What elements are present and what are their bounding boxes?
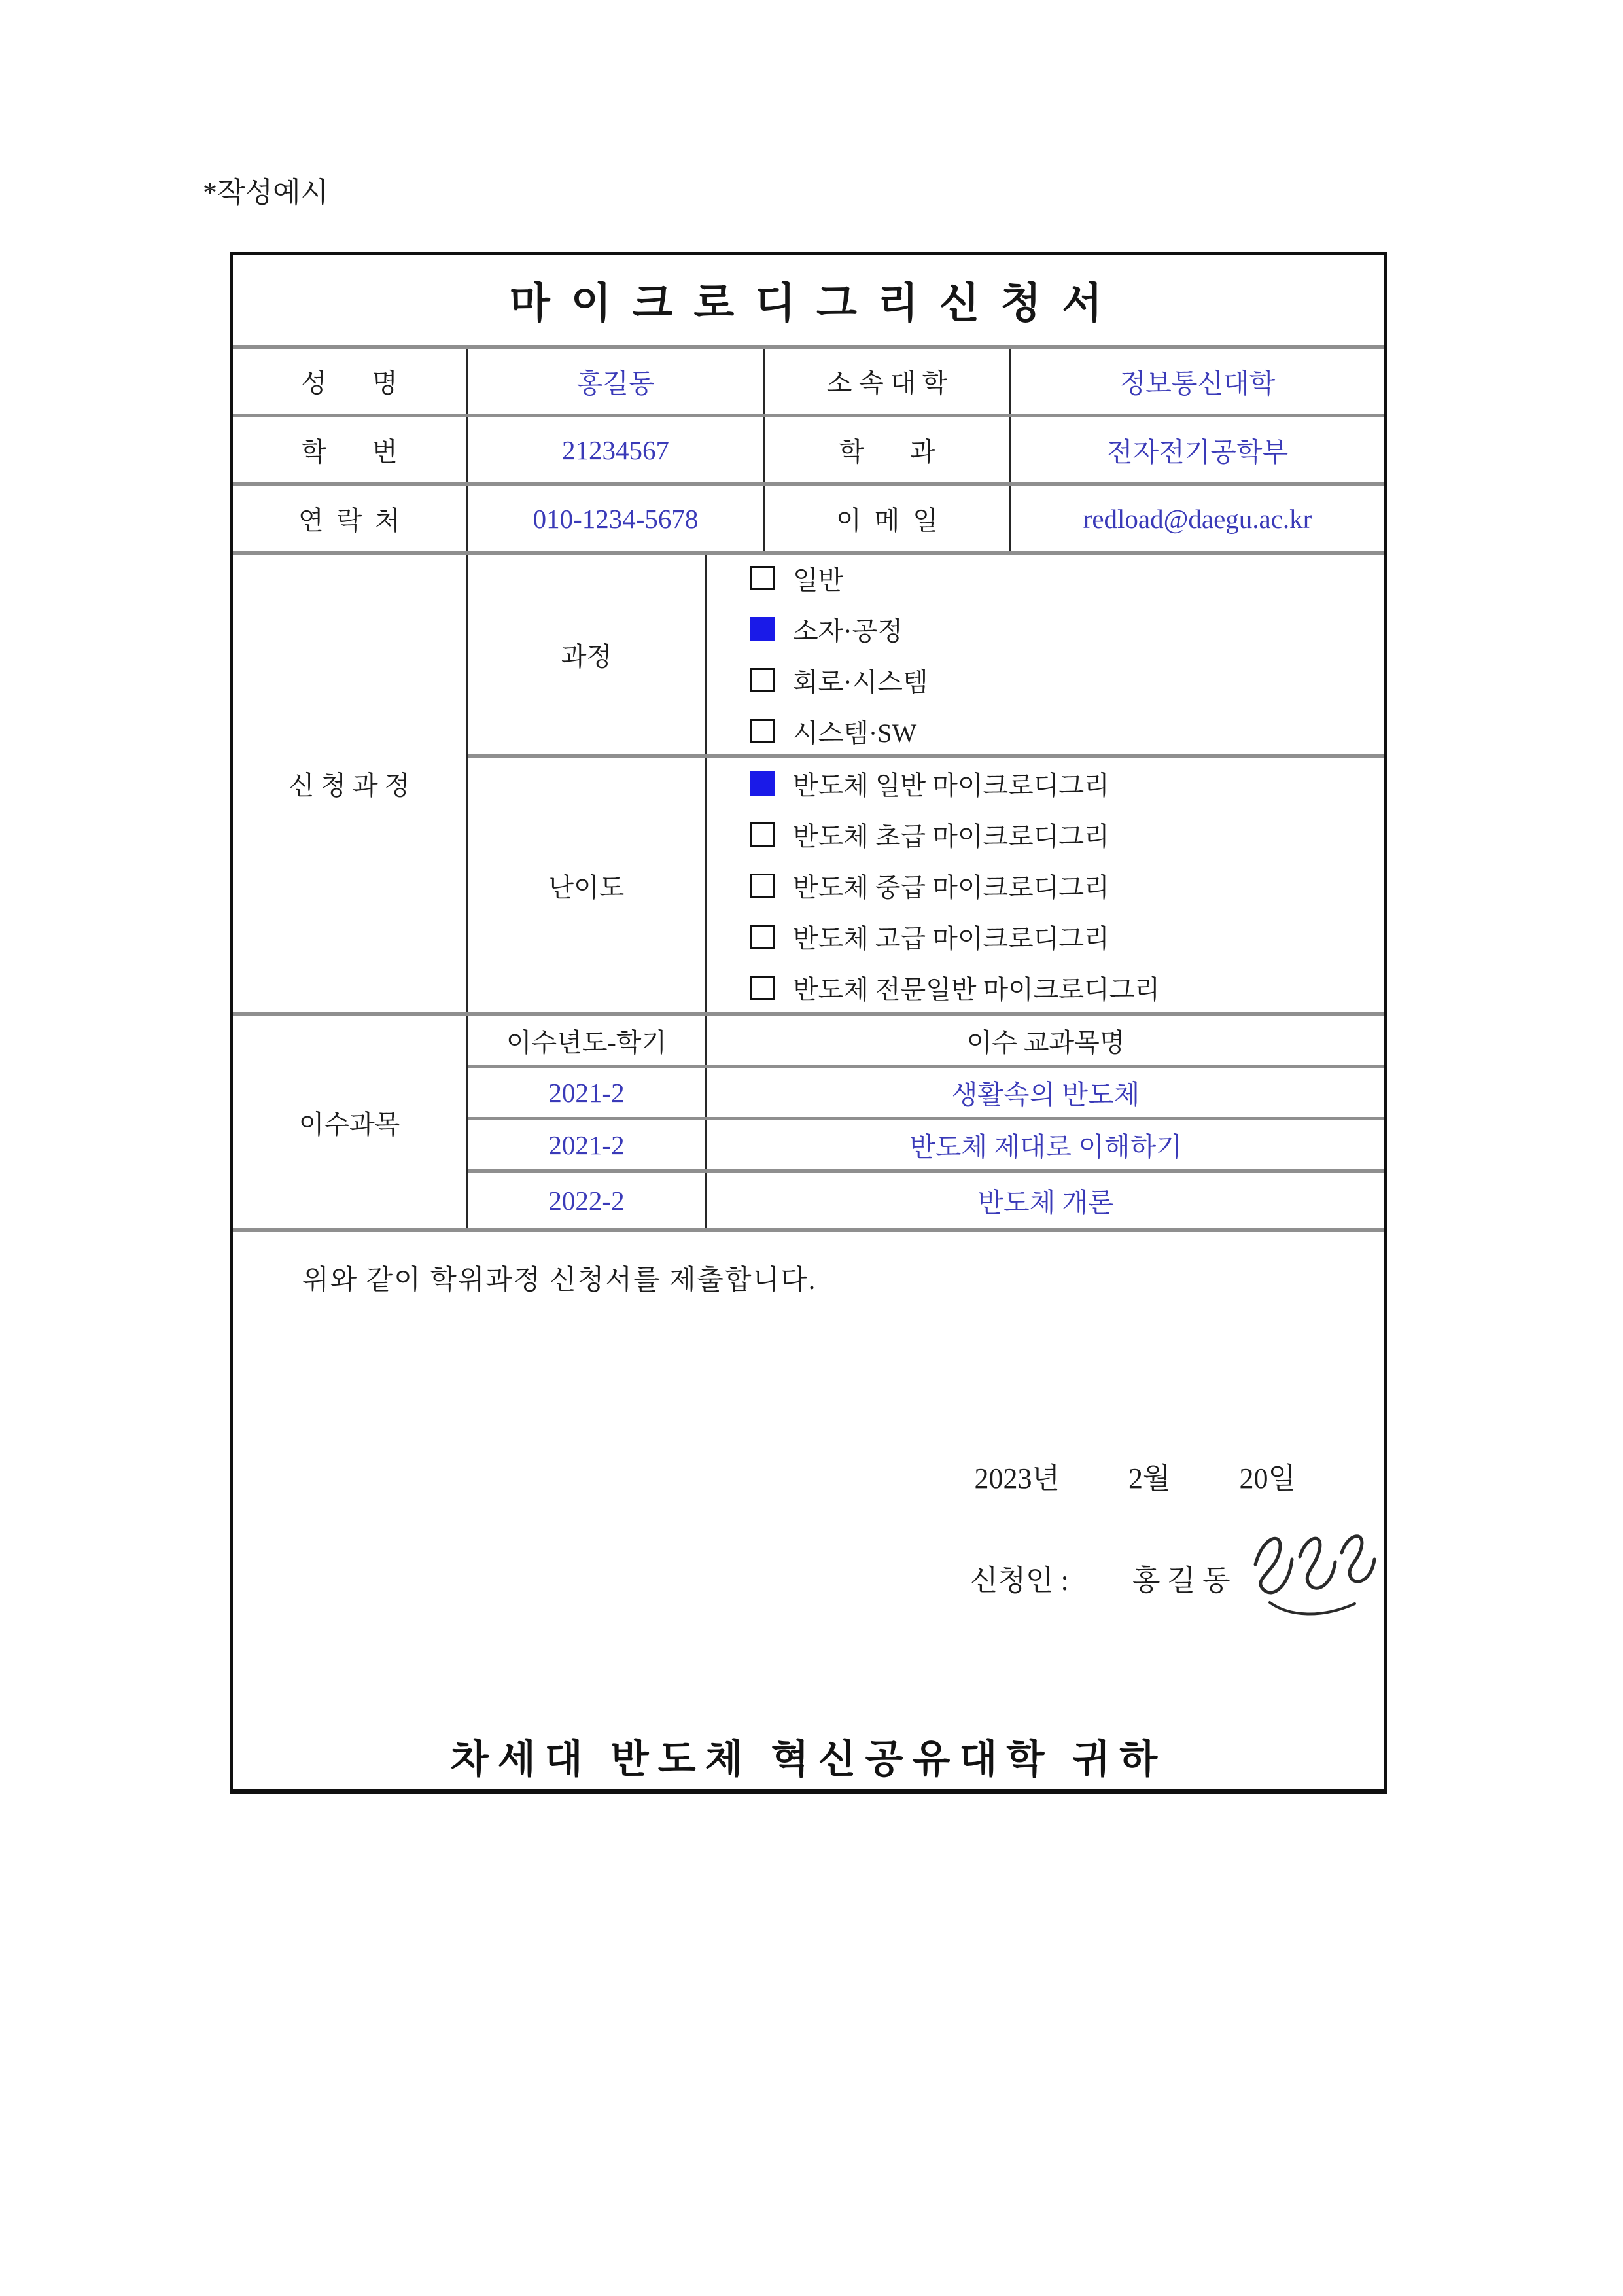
course-row-2 [468, 1117, 1384, 1169]
course-term-cell [468, 1120, 707, 1169]
course-term: 2022-2 [548, 1185, 625, 1216]
applicant-label: 신청인 : [970, 1564, 1069, 1597]
applicant-signature [1244, 1519, 1381, 1636]
checkbox-label: 반도체 일반 마이크로디그리 [793, 770, 1109, 800]
date-month: 2월 [1128, 1462, 1171, 1494]
course-name: 반도체 제대로 이해하기 [909, 1132, 1182, 1162]
studentid-value: 21234567 [562, 434, 669, 465]
course-row-3 [468, 1169, 1384, 1228]
checkbox-label: 소자·공정 [793, 616, 903, 646]
level-label: 난이도 [548, 872, 625, 902]
college-value-cell [1011, 349, 1384, 414]
checkbox-icon[interactable] [750, 668, 775, 692]
contact-label: 연 락 처 [298, 506, 400, 535]
course-option-general[interactable] [750, 559, 1384, 597]
checkbox-label: 회로·시스템 [793, 667, 928, 697]
course-row-1 [468, 1065, 1384, 1117]
college-label: 소 속 대 학 [826, 368, 948, 398]
course-option-device-process[interactable] [750, 610, 1384, 648]
checkbox-icon[interactable] [750, 771, 775, 796]
course-term: 2021-2 [548, 1129, 625, 1160]
courses-header-row [468, 1016, 1384, 1065]
form-title: 마 이 크 로 디 그 리 신 청 서 [509, 280, 1108, 327]
apply-section [233, 551, 1384, 1012]
completed-courses-section [233, 1012, 1384, 1228]
checkbox-icon[interactable] [750, 874, 775, 898]
info-row-name [233, 345, 1384, 414]
application-form-table [230, 252, 1387, 1794]
course-option-system-sw[interactable] [750, 713, 1384, 750]
level-option-beginner[interactable] [750, 816, 1384, 853]
studentid-label-cell [233, 417, 468, 482]
courses-section-label-cell [233, 1016, 468, 1228]
course-options [707, 555, 1384, 754]
example-note: *작성예시 [203, 177, 329, 209]
studentid-value-cell [468, 417, 765, 482]
term-header-cell [468, 1016, 707, 1065]
level-row [468, 754, 1384, 1012]
level-option-general[interactable] [750, 765, 1384, 802]
name-value-cell [468, 349, 765, 414]
declaration-statement: 위와 같이 학위과정 신청서를 제출합니다. [302, 1265, 817, 1296]
checkbox-icon[interactable] [750, 617, 775, 641]
apply-section-label: 신 청 과 정 [288, 771, 410, 800]
checkbox-label: 시스템·SW [793, 718, 917, 748]
course-term: 2021-2 [548, 1077, 625, 1108]
recipient-line: 차세대 반도체 혁신공유대학 귀하 [450, 1738, 1167, 1781]
checkbox-label: 반도체 고급 마이크로디그리 [793, 923, 1109, 953]
date-year: 2023년 [974, 1462, 1060, 1494]
info-row-id [233, 414, 1384, 482]
course-name-cell [707, 1173, 1384, 1228]
name-label-cell [233, 349, 468, 414]
contact-label-cell [233, 486, 468, 551]
courses-section-label: 이수과목 [298, 1109, 400, 1139]
courses-table [468, 1016, 1384, 1228]
date-day: 20일 [1239, 1462, 1296, 1494]
contact-value: 010-1234-5678 [532, 503, 699, 534]
department-value-cell [1011, 417, 1384, 482]
checkbox-icon[interactable] [750, 719, 775, 743]
checkbox-label: 반도체 중급 마이크로디그리 [793, 872, 1109, 902]
email-value: redload@daegu.ac.kr [1083, 503, 1312, 534]
course-term-cell [468, 1173, 707, 1228]
name-header-cell [707, 1016, 1384, 1065]
course-label: 과정 [561, 642, 612, 671]
applicant-name: 홍 길 동 [1132, 1564, 1230, 1597]
course-name: 생활속의 반도체 [951, 1080, 1140, 1110]
course-name-cell [707, 1068, 1384, 1117]
term-header: 이수년도-학기 [506, 1027, 667, 1057]
course-option-circuit-system[interactable] [750, 662, 1384, 699]
level-option-professional[interactable] [750, 969, 1384, 1006]
date-row [974, 1455, 1296, 1496]
apply-section-body [468, 555, 1384, 1012]
checkbox-label: 반도체 초급 마이크로디그리 [793, 821, 1109, 851]
email-label: 이 메 일 [836, 506, 938, 535]
apply-section-label-cell [233, 555, 468, 1012]
name-value: 홍길동 [576, 368, 655, 398]
name-label: 성 명 [301, 368, 398, 398]
info-row-contact [233, 482, 1384, 551]
department-label: 학 과 [839, 437, 935, 467]
email-label-cell [765, 486, 1011, 551]
checkbox-label: 일반 [793, 565, 844, 595]
checkbox-icon[interactable] [750, 976, 775, 1000]
course-term-cell [468, 1068, 707, 1117]
college-label-cell [765, 349, 1011, 414]
checkbox-icon[interactable] [750, 822, 775, 847]
level-option-advanced[interactable] [750, 918, 1384, 955]
form-title-row [233, 255, 1384, 345]
course-label-cell [468, 555, 707, 754]
contact-value-cell [468, 486, 765, 551]
department-label-cell [765, 417, 1011, 482]
checkbox-icon[interactable] [750, 925, 775, 949]
college-value: 정보통신대학 [1119, 368, 1276, 398]
studentid-label: 학 번 [301, 437, 398, 467]
checkbox-label: 반도체 전문일반 마이크로디그리 [793, 974, 1160, 1004]
name-header: 이수 교과목명 [966, 1027, 1125, 1057]
course-row [468, 555, 1384, 754]
course-name-cell [707, 1120, 1384, 1169]
email-value-cell [1011, 486, 1384, 551]
checkbox-icon[interactable] [750, 566, 775, 590]
declaration-area [233, 1228, 1384, 1789]
department-value: 전자전기공학부 [1106, 437, 1289, 467]
course-name: 반도체 개론 [977, 1188, 1114, 1218]
level-label-cell [468, 758, 707, 1012]
level-options [707, 758, 1384, 1012]
level-option-intermediate[interactable] [750, 867, 1384, 904]
